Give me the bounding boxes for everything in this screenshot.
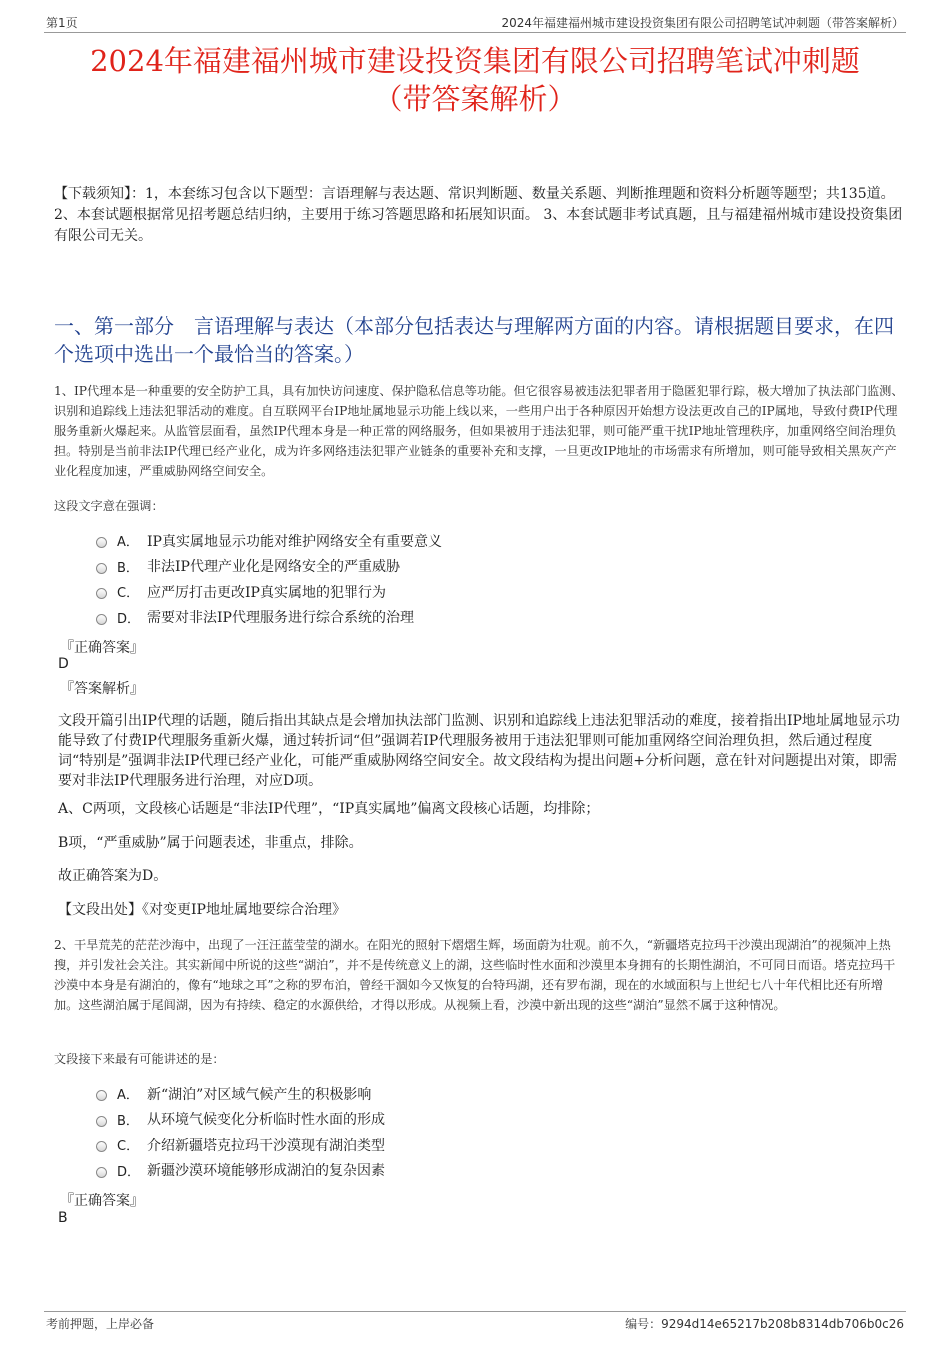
header-doc-title: 2024年福建福州城市建设投资集团有限公司招聘笔试冲刺题（带答案解析） <box>501 16 904 30</box>
q1-analysis-2: A、C两项，文段核心话题是“非法IP代理”，“IP真实属地”偏离文段核心话题，均排除； <box>58 801 600 817</box>
radio-icon[interactable] <box>96 563 107 574</box>
footer-doc-id: 编号：9294d14e65217b208b8314db706b0c26 <box>625 1317 904 1331</box>
q1-analysis-label: 『答案解析』 <box>60 681 144 697</box>
q1-option-a[interactable]: A． IP真实属地显示功能对维护网络安全有重要意义 <box>96 528 442 554</box>
q1-source: 【文段出处】《对变更IP地址属地要综合治理》 <box>58 902 346 918</box>
radio-icon[interactable] <box>96 588 107 599</box>
q2-option-c[interactable]: C． 介绍新疆塔克拉玛干沙漠现有湖泊类型 <box>96 1132 385 1158</box>
document-title <box>40 42 910 118</box>
title-line-2: （带答案解析） <box>373 82 577 116</box>
q2-options <box>96 1081 385 1183</box>
q2-option-b[interactable]: B． 从环境气候变化分析临时性水面的形成 <box>96 1107 385 1133</box>
q1-passage: 1、IP代理本是一种重要的安全防护工具，具有加快访问速度、保护隐私信息等功能。但它很容易被违法犯罪者用于隐匿犯罪行踪，极大增加了执法部门监测、识别和追踪线上违法犯罪活动的难度。自互联网平台IP地址属地显示功能上线以来，一些用户出于各种原因开始想方设法更改自己的IP属地，导致付费IP代理服务重新火爆起来。从监管层面看，虽然IP代理本身是一种正常的网络服务，但如果被用于违法犯罪，则可能严重干扰IP地址管理秩序，加重网络空间治理负担。特别是当前非法IP代理已经产业化，成为许多网络违法犯罪产业链条的重要补充和支撑，一旦更改IP地址的市场需求有所增加，则可能导致相关黑灰产产业化程度加速，严重威胁网络空间安全。 <box>54 384 904 478</box>
radio-icon[interactable] <box>96 1090 107 1101</box>
q1-option-c[interactable]: C． 应严厉打击更改IP真实属地的犯罪行为 <box>96 579 442 605</box>
page-footer <box>44 1311 906 1331</box>
q1-option-b[interactable]: B． 非法IP代理产业化是网络安全的严重威胁 <box>96 554 442 580</box>
q2-answer: B <box>58 1210 68 1226</box>
q1-answer: D <box>58 656 69 672</box>
q1-prompt: 这段文字意在强调： <box>54 499 164 513</box>
q1-options <box>96 528 442 630</box>
q2-option-a[interactable]: A． 新“湖泊”对区域气候产生的积极影响 <box>96 1081 385 1107</box>
section-title: 一、第一部分 言语理解与表达（本部分包括表达与理解两方面的内容。请根据题目要求，在四个选项中选出一个最恰当的答案。） <box>54 314 894 366</box>
q1-answer-label: 『正确答案』 <box>60 640 144 656</box>
radio-icon[interactable] <box>96 1167 107 1178</box>
page-header <box>44 14 906 33</box>
radio-icon[interactable] <box>96 537 107 548</box>
q1-option-d[interactable]: D． 需要对非法IP代理服务进行综合系统的治理 <box>96 605 442 631</box>
q2-answer-label: 『正确答案』 <box>60 1193 144 1209</box>
q2-option-d[interactable]: D． 新疆沙漠环境能够形成湖泊的复杂因素 <box>96 1158 385 1184</box>
radio-icon[interactable] <box>96 614 107 625</box>
title-line-1: 2024年福建福州城市建设投资集团有限公司招聘笔试冲刺题 <box>90 44 860 78</box>
q1-analysis: 文段开篇引出IP代理的话题，随后指出其缺点是会增加执法部门监测、识别和追踪线上违法犯罪活动的难度，接着指出IP地址属地显示功能导致了付费IP代理服务重新火爆，通过转折词“但”强调若IP代理服务被用于违法犯罪则可能加重网络空间治理负担，然后通过程度词“特别是”强调非法IP代理已经产业化，可能严重威胁网络空间安全。故文段结构为提出问题+分析问题，意在针对问题提出对策，即需要对非法IP代理服务进行治理，对应D项。 <box>58 713 900 789</box>
footer-slogan: 考前押题，上岸必备 <box>46 1317 155 1331</box>
q2-prompt: 文段接下来最有可能讲述的是： <box>54 1052 225 1066</box>
download-notice: 【下载须知】：1，本套练习包含以下题型：言语理解与表达题、常识判断题、数量关系题、判断推理题和资料分析题等题型；共135道。 2、本套试题根据常见招考题总结归纳，主要用于练习答题思路和拓展知识面。 3、本套试题非考试真题，且与福建福州城市建设投资集团有限公司无关。 <box>54 186 903 244</box>
radio-icon[interactable] <box>96 1141 107 1152</box>
q1-analysis-3: B项，“严重威胁”属于问题表述，非重点，排除。 <box>58 835 363 851</box>
q1-analysis-4: 故正确答案为D。 <box>58 868 168 884</box>
q2-passage: 2、干旱荒芜的茫茫沙海中，出现了一汪汪蓝莹莹的湖水。在阳光的照射下熠熠生辉，场面蔚为壮观。前不久，“新疆塔克拉玛干沙漠出现湖泊”的视频冲上热搜，并引发社会关注。其实新闻中所说的这些“湖泊”，并不是传统意义上的湖，这些临时性水面和沙漠里本身拥有的长期性湖泊，不可同日而语。塔克拉玛干沙漠中本身是有湖泊的，像有“地球之耳”之称的罗布泊，曾经干涸如今又恢复的台特玛湖，还有罗布湖，现在的水域面积与上世纪七八十年代相比还有所增加。这些湖泊属于尾闾湖，因为有持续、稳定的水源供给，才得以形成。从视频上看，沙漠中新出现的这些“湖泊”显然不属于这种情况。 <box>54 938 896 1012</box>
page-number: 第1页 <box>46 16 78 30</box>
radio-icon[interactable] <box>96 1116 107 1127</box>
